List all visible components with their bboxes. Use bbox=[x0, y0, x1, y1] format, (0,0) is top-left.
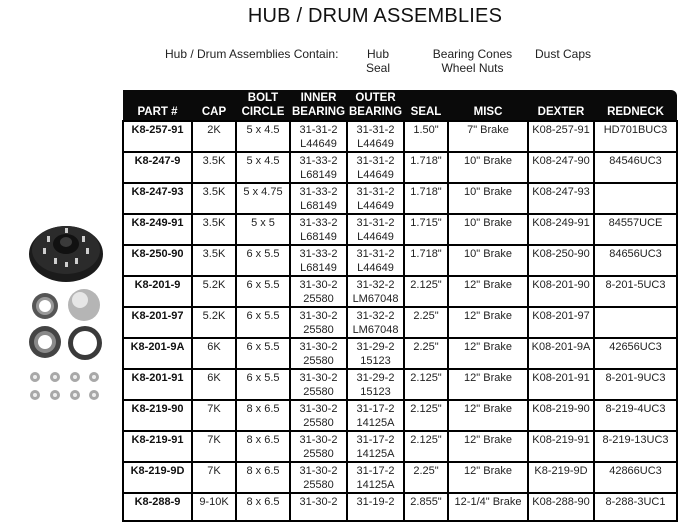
outer-bearing-cell: 31-32-2 LM67048 bbox=[347, 307, 404, 338]
column-header-outer-bearing: OUTER BEARING bbox=[347, 90, 404, 121]
capacity-cell: 9-10K bbox=[192, 493, 236, 521]
seal-cell: 2.125" bbox=[404, 431, 448, 462]
dexter-cell: K08-219-90 bbox=[528, 400, 594, 431]
seal-cell: 1.718" bbox=[404, 183, 448, 214]
capacity-cell: 3.5K bbox=[192, 183, 236, 214]
inner-bearing-cell: 31-30-2 25580 bbox=[290, 338, 347, 369]
inner-bearing-cell: 31-33-2 L68149 bbox=[290, 245, 347, 276]
table-row bbox=[123, 338, 677, 369]
capacity-cell: 7K bbox=[192, 400, 236, 431]
dexter-cell: K08-201-97 bbox=[528, 307, 594, 338]
table-row bbox=[123, 121, 677, 152]
part-number-cell: K8-201-9A bbox=[123, 338, 192, 369]
redneck-cell: 8-219-13UC3 bbox=[594, 431, 677, 462]
capacity-cell: 5.2K bbox=[192, 276, 236, 307]
part-number-cell: K8-219-9D bbox=[123, 462, 192, 493]
seal-cell: 1.50" bbox=[404, 121, 448, 152]
seal-cell: 2.125" bbox=[404, 276, 448, 307]
bolt-circle-cell: 5 x 5 bbox=[236, 214, 290, 245]
inner-bearing-cell: 31-33-2 L68149 bbox=[290, 183, 347, 214]
inner-bearing-cell: 31-30-2 25580 bbox=[290, 400, 347, 431]
part-number-cell: K8-257-91 bbox=[123, 121, 192, 152]
inner-bearing-cell: 31-33-2 L68149 bbox=[290, 214, 347, 245]
column-header-seal: SEAL bbox=[404, 90, 448, 121]
contains-item: Hub bbox=[366, 47, 389, 61]
seal-cell: 1.715" bbox=[404, 214, 448, 245]
outer-bearing-cell: 31-29-2 15123 bbox=[347, 369, 404, 400]
table-row bbox=[123, 431, 677, 462]
redneck-cell: 8-219-4UC3 bbox=[594, 400, 677, 431]
redneck-cell: 42866UC3 bbox=[594, 462, 677, 493]
table-row bbox=[123, 183, 677, 214]
bolt-circle-cell: 8 x 6.5 bbox=[236, 400, 290, 431]
outer-bearing-cell: 31-19-2 bbox=[347, 493, 404, 521]
bolt-circle-cell: 6 x 5.5 bbox=[236, 245, 290, 276]
hub-drum-kit-image bbox=[22, 222, 110, 407]
redneck-cell: 8-288-3UC1 bbox=[594, 493, 677, 521]
capacity-cell: 2K bbox=[192, 121, 236, 152]
redneck-cell: HD701BUC3 bbox=[594, 121, 677, 152]
outer-bearing-cell: 31-29-2 15123 bbox=[347, 338, 404, 369]
outer-bearing-cell: 31-31-2 L44649 bbox=[347, 245, 404, 276]
redneck-cell: 84656UC3 bbox=[594, 245, 677, 276]
bolt-circle-cell: 5 x 4.75 bbox=[236, 183, 290, 214]
redneck-cell: 8-201-9UC3 bbox=[594, 369, 677, 400]
seal-cell: 1.718" bbox=[404, 245, 448, 276]
redneck-cell bbox=[594, 307, 677, 338]
inner-bearing-cell: 31-30-2 25580 bbox=[290, 276, 347, 307]
part-number-cell: K8-247-93 bbox=[123, 183, 192, 214]
bolt-circle-cell: 6 x 5.5 bbox=[236, 276, 290, 307]
dexter-cell: K08-247-93 bbox=[528, 183, 594, 214]
dexter-cell: K08-201-9A bbox=[528, 338, 594, 369]
redneck-cell: 84546UC3 bbox=[594, 152, 677, 183]
contains-column-3 bbox=[535, 47, 591, 61]
column-header-inner-bearing: INNER BEARING bbox=[290, 90, 347, 121]
outer-bearing-cell: 31-31-2 L44649 bbox=[347, 214, 404, 245]
capacity-cell: 6K bbox=[192, 369, 236, 400]
inner-bearing-cell: 31-30-2 25580 bbox=[290, 431, 347, 462]
table-header-row bbox=[123, 90, 677, 121]
misc-cell: 12" Brake bbox=[448, 338, 528, 369]
table-row bbox=[123, 276, 677, 307]
column-header-misc: MISC bbox=[448, 90, 528, 121]
capacity-cell: 7K bbox=[192, 431, 236, 462]
seal-cell: 2.125" bbox=[404, 369, 448, 400]
contains-item: Seal bbox=[365, 61, 391, 75]
column-header-cap: CAP bbox=[192, 90, 236, 121]
bolt-circle-cell: 6 x 5.5 bbox=[236, 369, 290, 400]
contains-column-2 bbox=[425, 47, 520, 75]
dexter-cell: K08-257-91 bbox=[528, 121, 594, 152]
table-row bbox=[123, 152, 677, 183]
column-header-dexter: DEXTER bbox=[528, 90, 594, 121]
redneck-cell: 8-201-5UC3 bbox=[594, 276, 677, 307]
table-row bbox=[123, 493, 677, 521]
misc-cell: 12" Brake bbox=[448, 462, 528, 493]
table-row bbox=[123, 369, 677, 400]
bolt-circle-cell: 6 x 5.5 bbox=[236, 338, 290, 369]
misc-cell: 10" Brake bbox=[448, 152, 528, 183]
page-title-text: HUB / DRUM ASSEMBLIES bbox=[247, 5, 503, 27]
hub-drum-spec-table bbox=[122, 90, 678, 522]
outer-bearing-cell: 31-32-2 LM67048 bbox=[347, 276, 404, 307]
redneck-cell: 42656UC3 bbox=[594, 338, 677, 369]
part-number-cell: K8-201-91 bbox=[123, 369, 192, 400]
dexter-cell: K8-219-9D bbox=[528, 462, 594, 493]
misc-cell: 12" Brake bbox=[448, 400, 528, 431]
outer-bearing-cell: 31-17-2 14125A bbox=[347, 431, 404, 462]
misc-cell: 10" Brake bbox=[448, 245, 528, 276]
seal-cell: 2.25" bbox=[404, 462, 448, 493]
dexter-cell: K08-288-90 bbox=[528, 493, 594, 521]
dexter-cell: K08-249-91 bbox=[528, 214, 594, 245]
misc-cell: 10" Brake bbox=[448, 183, 528, 214]
bolt-circle-cell: 8 x 6.5 bbox=[236, 462, 290, 493]
part-number-cell: K8-247-9 bbox=[123, 152, 192, 183]
bolt-circle-cell: 5 x 4.5 bbox=[236, 152, 290, 183]
dexter-cell: K08-250-90 bbox=[528, 245, 594, 276]
capacity-cell: 5.2K bbox=[192, 307, 236, 338]
dexter-cell: K08-219-91 bbox=[528, 431, 594, 462]
inner-bearing-cell: 31-30-2 25580 bbox=[290, 307, 347, 338]
table-row bbox=[123, 400, 677, 431]
table-row bbox=[123, 307, 677, 338]
misc-cell: 12" Brake bbox=[448, 369, 528, 400]
capacity-cell: 7K bbox=[192, 462, 236, 493]
outer-bearing-cell: 31-31-2 L44649 bbox=[347, 183, 404, 214]
bolt-circle-cell: 8 x 6.5 bbox=[236, 431, 290, 462]
bolt-circle-cell: 6 x 5.5 bbox=[236, 307, 290, 338]
table-row bbox=[123, 245, 677, 276]
inner-bearing-cell: 31-30-2 bbox=[290, 493, 347, 521]
column-header-bolt-circle: BOLT CIRCLE bbox=[236, 90, 290, 121]
contains-item: Dust Caps bbox=[535, 47, 592, 61]
dexter-cell: K08-201-91 bbox=[528, 369, 594, 400]
part-number-cell: K8-249-91 bbox=[123, 214, 192, 245]
seal-cell: 1.718" bbox=[404, 152, 448, 183]
dexter-cell: K08-201-90 bbox=[528, 276, 594, 307]
capacity-cell: 3.5K bbox=[192, 214, 236, 245]
capacity-cell: 3.5K bbox=[192, 245, 236, 276]
inner-bearing-cell: 31-30-2 25580 bbox=[290, 369, 347, 400]
part-number-cell: K8-250-90 bbox=[123, 245, 192, 276]
page-title bbox=[0, 5, 685, 28]
misc-cell: 12" Brake bbox=[448, 307, 528, 338]
hub-drum-kit-icon bbox=[22, 222, 110, 407]
seal-cell: 2.25" bbox=[404, 307, 448, 338]
outer-bearing-cell: 31-17-2 14125A bbox=[347, 462, 404, 493]
misc-cell: 12" Brake bbox=[448, 431, 528, 462]
dexter-cell: K08-247-90 bbox=[528, 152, 594, 183]
seal-cell: 2.25" bbox=[404, 338, 448, 369]
redneck-cell bbox=[594, 183, 677, 214]
misc-cell: 12" Brake bbox=[448, 276, 528, 307]
part-number-cell: K8-288-9 bbox=[123, 493, 192, 521]
table-row bbox=[123, 462, 677, 493]
misc-cell: 10" Brake bbox=[448, 214, 528, 245]
part-number-cell: K8-219-91 bbox=[123, 431, 192, 462]
contains-label: Hub / Drum Assemblies Contain: bbox=[165, 47, 339, 61]
column-header-redneck: REDNECK bbox=[594, 90, 677, 121]
part-number-cell: K8-201-97 bbox=[123, 307, 192, 338]
contains-item: Wheel Nuts bbox=[441, 61, 504, 75]
inner-bearing-cell: 31-33-2 L68149 bbox=[290, 152, 347, 183]
bolt-circle-cell: 5 x 4.5 bbox=[236, 121, 290, 152]
part-number-cell: K8-219-90 bbox=[123, 400, 192, 431]
inner-bearing-cell: 31-30-2 25580 bbox=[290, 462, 347, 493]
capacity-cell: 6K bbox=[192, 338, 236, 369]
bolt-circle-cell: 8 x 6.5 bbox=[236, 493, 290, 521]
column-header-part: PART # bbox=[123, 90, 192, 121]
inner-bearing-cell: 31-31-2 L44649 bbox=[290, 121, 347, 152]
table-row bbox=[123, 214, 677, 245]
misc-cell: 7" Brake bbox=[448, 121, 528, 152]
misc-cell: 12-1/4" Brake bbox=[448, 493, 528, 521]
outer-bearing-cell: 31-31-2 L44649 bbox=[347, 121, 404, 152]
capacity-cell: 3.5K bbox=[192, 152, 236, 183]
seal-cell: 2.855" bbox=[404, 493, 448, 521]
redneck-cell: 84557UCE bbox=[594, 214, 677, 245]
contains-column-1 bbox=[363, 47, 393, 75]
part-number-cell: K8-201-9 bbox=[123, 276, 192, 307]
outer-bearing-cell: 31-31-2 L44649 bbox=[347, 152, 404, 183]
seal-cell: 2.125" bbox=[404, 400, 448, 431]
contains-item: Bearing Cones bbox=[432, 47, 513, 61]
outer-bearing-cell: 31-17-2 14125A bbox=[347, 400, 404, 431]
